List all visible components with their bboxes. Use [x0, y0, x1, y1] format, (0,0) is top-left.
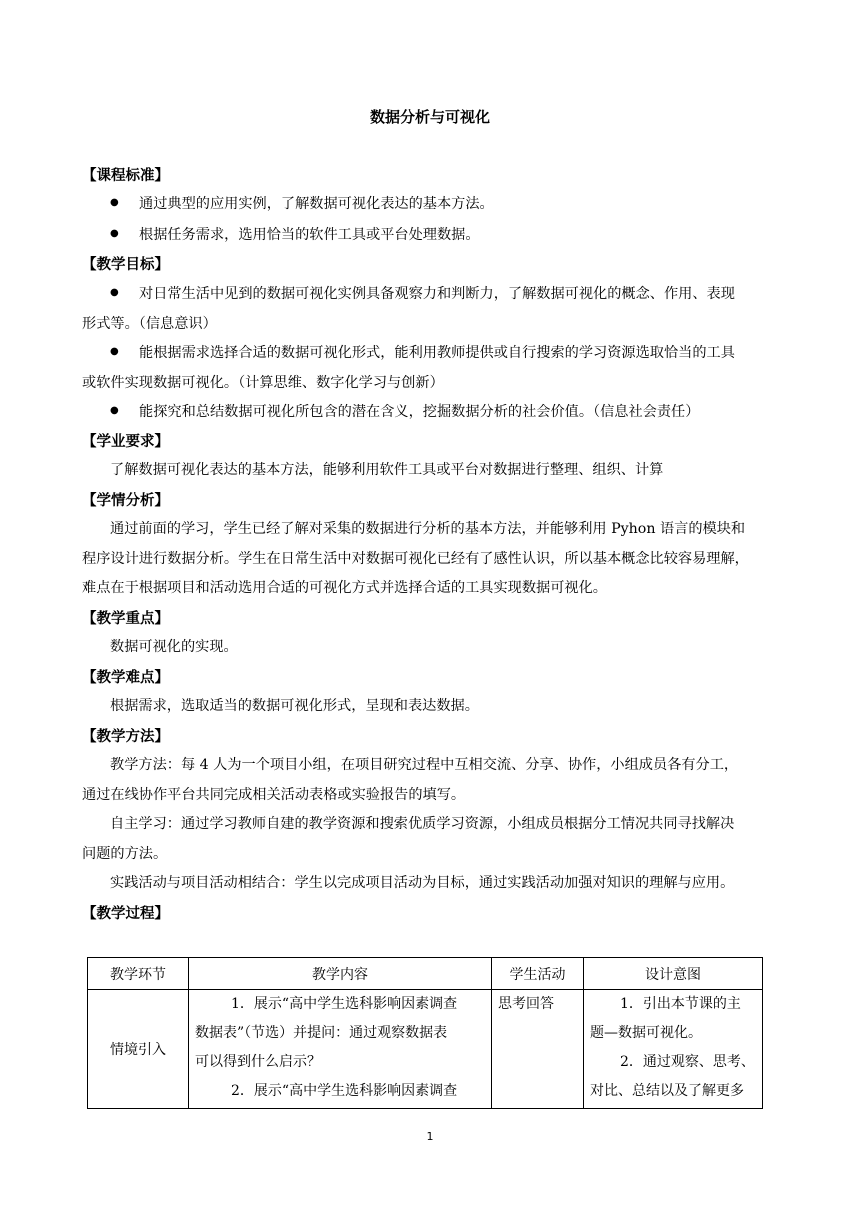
goal-1-line1: 对日常生活中见到的数据可视化实例具备观察力和判断力，了解数据可视化的概念、作用、表现 — [139, 286, 735, 302]
bullet-icon: ● — [110, 405, 119, 416]
analysis-line2: 程序设计进行数据分析。学生在日常生活中对数据可视化已经有了感性认识，所以基本概念比较容易理解， — [82, 551, 749, 567]
table-header-cell: 设计意图 — [584, 958, 763, 990]
table-cell-activity — [492, 990, 584, 1109]
analysis-line1: 通过前面的学习，学生已经了解对采集的数据进行分析的基本方法，并能够利用 Pyhon 语言的模块和 — [110, 521, 746, 537]
table-header-row — [88, 958, 763, 990]
methods-p3: 实践活动与项目活动相结合：学生以完成项目活动为目标，通过实践活动加强对知识的理解与应用。 — [110, 875, 735, 891]
requirement-text: 了解数据可视化表达的基本方法，能够利用软件工具或平台对数据进行整理、组织、计算 — [110, 462, 664, 478]
section-heading-process: 【教学过程】 — [82, 906, 169, 922]
methods-p1-line1: 教学方法：每 4 人为一个项目小组，在项目研究过程中互相交流、分享、协作，小组成员各有分工， — [110, 757, 739, 773]
goal-2-line1: 能根据需求选择合适的数据可视化形式，能利用教师提供或自行搜索的学习资源选取恰当的工具 — [139, 345, 735, 361]
keypoint-text: 数据可视化的实现。 — [110, 639, 238, 655]
bullet-icon: ● — [110, 287, 119, 298]
methods-p1-line2: 通过在线协作平台共同完成相关活动表格或实验报告的填写。 — [82, 787, 466, 803]
content-line: 1．展示“高中学生选科影响因素调查 — [231, 996, 458, 1012]
section-heading-goals: 【教学目标】 — [82, 257, 169, 273]
bullet-icon: ● — [110, 346, 119, 357]
goal-2-line2: 或软件实现数据可视化。（计算思维、数字化学习与创新） — [82, 375, 444, 391]
table-header-cell: 教学内容 — [189, 958, 492, 990]
process-table — [87, 957, 763, 1109]
section-heading-standard: 【课程标准】 — [82, 168, 169, 184]
table-cell-content — [189, 990, 492, 1109]
page-title: 数据分析与可视化 — [369, 108, 490, 126]
content-line: 可以得到什么启示？ — [195, 1054, 321, 1070]
page-number: 1 — [426, 1130, 434, 1143]
section-heading-methods: 【教学方法】 — [82, 729, 169, 745]
intent-line: 题—数据可视化。 — [590, 1025, 702, 1041]
table-header-cell: 教学环节 — [88, 958, 189, 990]
section-heading-difficulty: 【教学难点】 — [82, 670, 169, 686]
intent-line: 对比、总结以及了解更多 — [590, 1083, 744, 1099]
intent-line: 2．通过观察、思考、 — [620, 1054, 755, 1070]
goal-1-line2: 形式等。（信息意识） — [82, 316, 217, 332]
section-heading-requirement: 【学业要求】 — [82, 434, 169, 450]
analysis-line3: 难点在于根据项目和活动选用合适的可视化方式并选择合适的工具实现数据可视化。 — [82, 580, 607, 596]
content-line: 数据表”（节选）并提问：通过观察数据表 — [195, 1025, 448, 1041]
activity-line: 思考回答 — [498, 996, 554, 1012]
difficulty-text: 根据需求，选取适当的数据可视化形式，呈现和表达数据。 — [110, 698, 479, 714]
section-heading-analysis: 【学情分析】 — [82, 493, 169, 509]
methods-p2-line2: 问题的方法。 — [82, 846, 168, 862]
table-header-cell: 学生活动 — [492, 958, 584, 990]
intent-line: 1．引出本节课的主 — [620, 996, 741, 1012]
bullet-icon: ● — [110, 228, 119, 239]
table-cell-stage: 情境引入 — [88, 990, 189, 1109]
table-row — [88, 990, 763, 1109]
section-heading-keypoint: 【教学重点】 — [82, 611, 169, 627]
bullet-icon: ● — [110, 197, 119, 208]
standard-bullet-1: 通过典型的应用实例，了解数据可视化表达的基本方法。 — [139, 196, 494, 212]
table-cell-intent — [584, 990, 763, 1109]
methods-p2-line1: 自主学习：通过学习教师自建的教学资源和搜索优质学习资源，小组成员根据分工情况共同寻找解决 — [110, 816, 735, 832]
standard-bullet-2: 根据任务需求，选用恰当的软件工具或平台处理数据。 — [139, 227, 480, 243]
goal-3-line1: 能探究和总结数据可视化所包含的潜在含义，挖掘数据分析的社会价值。（信息社会责任） — [139, 404, 700, 420]
content-line: 2．展示“高中学生选科影响因素调查 — [231, 1083, 458, 1099]
